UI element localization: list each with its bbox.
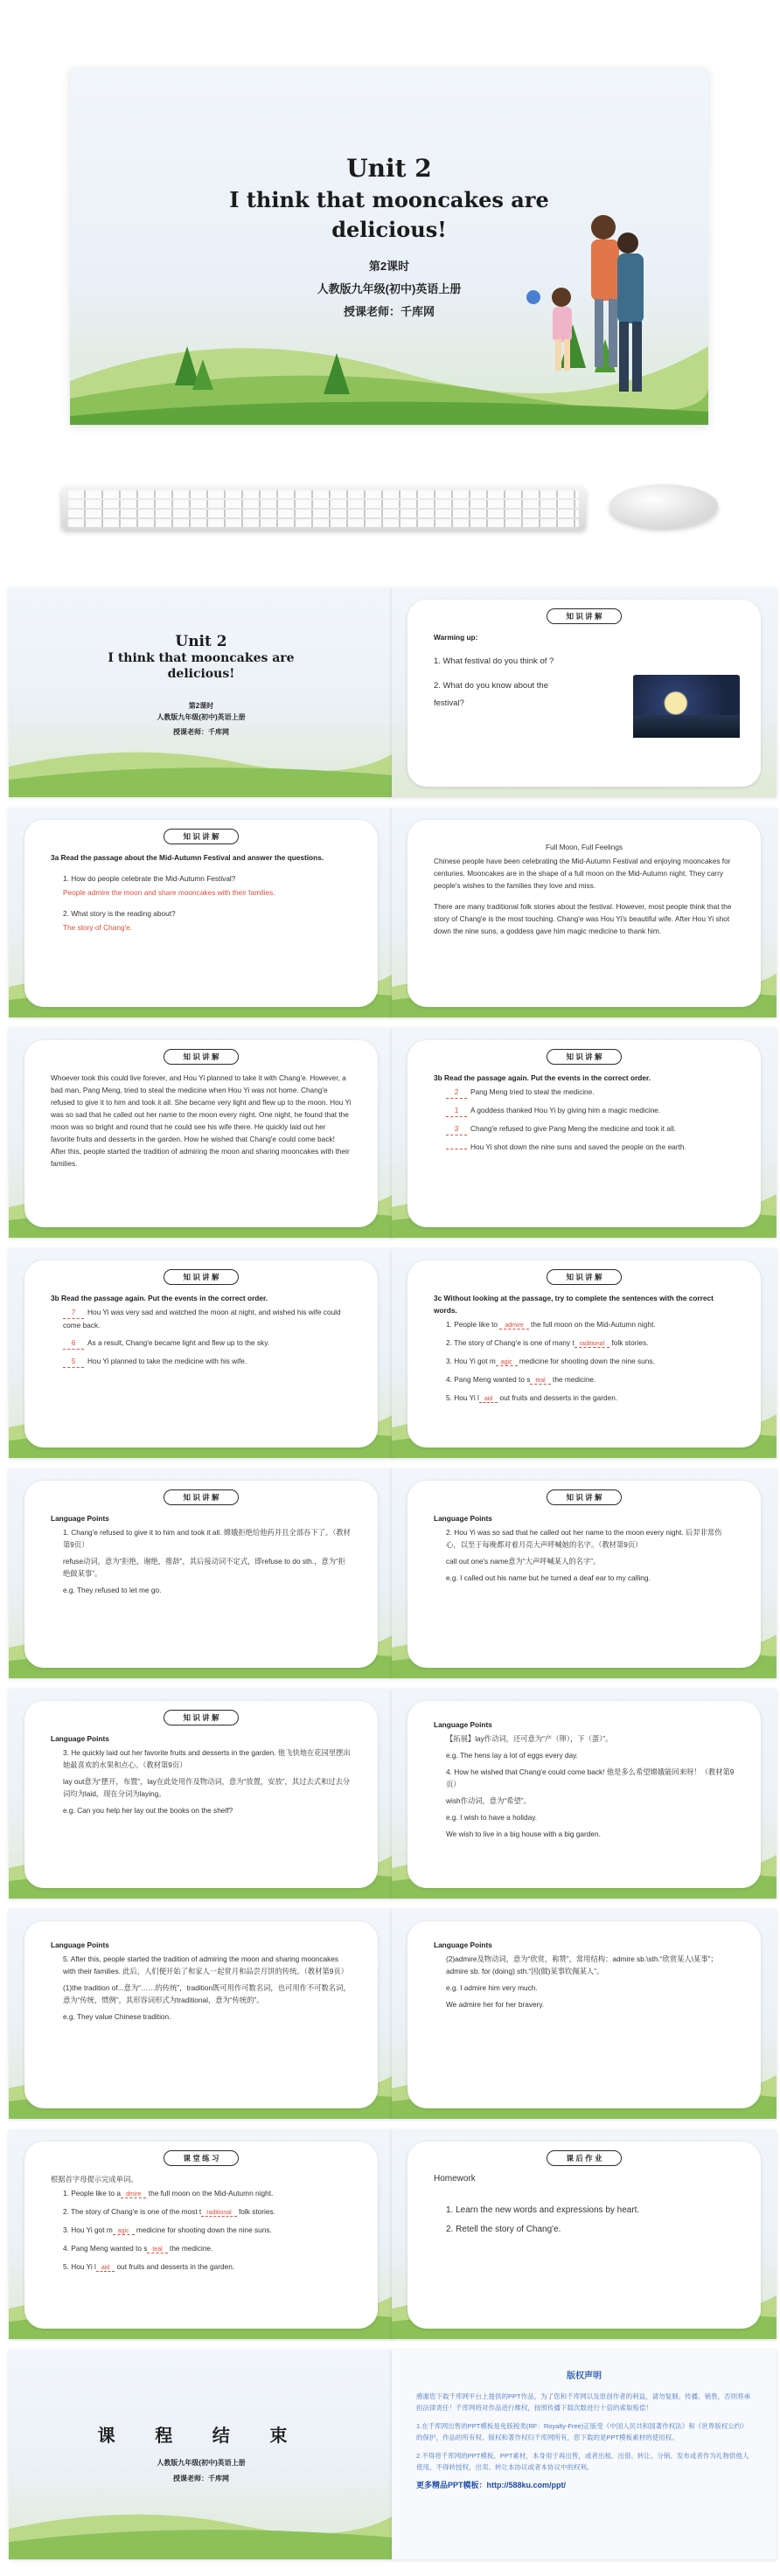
cover-title-line1: I think that mooncakes are (108, 651, 295, 665)
slide-card (24, 1921, 378, 2108)
end-book: 人教版九年级(初中)英语上册 (157, 2459, 246, 2467)
cover-unit: Unit 2 (175, 633, 227, 650)
mouse-illustration (609, 484, 718, 528)
language-line: e.g. I wish to have a holiday. (446, 1813, 538, 1822)
question-1: 1. How do people celebrate the Mid-Autumn Festival? (63, 874, 236, 883)
copyright-p2: 1.在千库网出售的PPT模板是免版税类(RF：Royalty-Free)正版受《中国人民共和国著作权法》和《世界版权公约》的保护，作品的所有权、版权和著作权归千库网所有，您下载的是PPT模板素材的使用权。 (416, 2422, 748, 2441)
event-order-number: 7 (63, 1306, 84, 1319)
slide-card (24, 1481, 378, 1668)
event-text: Hou Yi planned to take the medicine with his wife. (87, 1357, 247, 1365)
slide-card (24, 1260, 378, 1448)
sentence-text: folk stories. (609, 1338, 649, 1347)
slide-thumb-12[interactable] (392, 1689, 777, 1899)
fill-sentence (51, 2224, 352, 2238)
fill-answer: raditional (201, 2210, 236, 2217)
section-tag: 知 识 讲 解 (547, 1489, 622, 1505)
event-order-number: 1 (446, 1104, 467, 1117)
sentence-text: 2. The story of Chang'e is one of many t (446, 1338, 575, 1347)
slide-card (24, 1040, 378, 1227)
slide-thumb-8[interactable] (392, 1248, 777, 1458)
slide-card (407, 600, 761, 787)
language-line: We wish to live in a big house with a big garden. (446, 1830, 601, 1838)
end-title: 课 程 结 束 (97, 2427, 305, 2446)
passage-heading: Full Moon, Full Feelings (545, 843, 623, 851)
fill-answer: aid (96, 2265, 115, 2272)
slide-card (407, 1921, 761, 2108)
instruction: 3b Read the passage again. Put the events in the correct order. (51, 1294, 268, 1302)
section-tag: 知 识 讲 解 (547, 1049, 622, 1065)
warming-label: Warming up: (434, 633, 478, 642)
cover-lesson: 第2课时 (368, 260, 410, 273)
event-item (434, 1086, 735, 1099)
cover-book: 人教版九年级(初中)英语上册 (317, 282, 462, 295)
sentence-text: 5. Hou Yi l (63, 2262, 96, 2271)
slide-thumb-13[interactable] (9, 1909, 393, 2119)
language-line: 【拓展】lay作动词，还可意为“产（卵），下（蛋）”。 (446, 1734, 613, 1743)
event-order-number: 3 (446, 1122, 467, 1135)
sentence-text: folk stories. (236, 2207, 275, 2216)
fill-answer: aid (479, 1396, 498, 1403)
slide-thumb-6[interactable] (392, 1028, 777, 1238)
language-line: 2. Hou Yi was so sad that he called out her name to the moon every night. 后羿非常伤心，以至于每晚都对着月亮大声呼喊她的名字。（教材第9页） (446, 1528, 722, 1549)
sentence-text: the medicine. (550, 1375, 596, 1384)
slide-card (407, 1260, 761, 1448)
sentence-text: the full moon on the Mid-Autumn night. (528, 1320, 656, 1329)
slide-thumb-2[interactable] (392, 587, 777, 797)
question-2a: 2. What do you know about the (434, 681, 548, 691)
passage-text: Whoever took this could live forever, and Hou Yi planned to take it with Chang'e. However, a bad man, Pang Meng, tried to steal the medicine when Hou Yi was not home. Chang'e refused to give it to him and took it all. She became very light and flew up to the moon. Hou Yi was so sad that he called out her name to the moon every night. One night, he found that the moon was so bright and round that he could see his wife there. He quickly laid out her favorite fruits and desserts in the garden. How he wished that Chang'e could come back! After this, people started the tradition of admiring the moon and sharing mooncakes with their families. (51, 1073, 352, 1168)
language-points-label: Language Points (51, 1941, 109, 1949)
language-lines (51, 1746, 352, 1816)
sentence-text: 1. People like to a (63, 2189, 121, 2198)
cover-title-line1: I think that mooncakes are (229, 187, 549, 212)
slide-thumb-11[interactable] (9, 1689, 393, 1899)
language-lines (434, 1732, 735, 1840)
sentence-text: 4. Pang Meng wanted to s (446, 1375, 531, 1384)
language-line: refuse动词，意为“拒绝，谢绝，推辞”，其后接动词不定式，即refuse to do sth.，意为“拒绝做某事”。 (63, 1557, 346, 1578)
homework-item-1: 1. Learn the new words and expressions by heart. (446, 2205, 640, 2215)
event-text: A goddess thanked Hou Yi by giving him a magic medicine. (470, 1106, 661, 1114)
sentence-text: the medicine. (167, 2244, 213, 2253)
instruction: 3c Without looking at the passage, try to complete the sentences with the correct words. (434, 1294, 714, 1315)
event-item (434, 1122, 735, 1135)
fill-sentence (434, 1355, 735, 1369)
event-order-number: 2 (446, 1086, 467, 1099)
fill-answer: agic (113, 2228, 135, 2235)
slide-card (407, 2142, 761, 2329)
question-2b: festival? (434, 698, 464, 708)
language-line: e.g. The hens lay a lot of eggs every day. (446, 1751, 578, 1760)
language-lines (434, 1526, 735, 1584)
section-tag: 知 识 讲 解 (164, 829, 239, 844)
cover-unit: Unit 2 (346, 154, 432, 183)
event-order-number: 6 (63, 1337, 84, 1350)
language-points-label: Language Points (51, 1514, 109, 1523)
language-line: (1)the tradition of...意为“……的传统”，tradition既可用作可数名词，也可用作不可数名词，意为“传统，惯例”，其形容词形式为traditional，意为“传统的”。 (63, 1983, 351, 2004)
fill-answer: agic (496, 1359, 518, 1366)
slide-card (407, 1701, 761, 1888)
question-2: 2. What story is the reading about? (63, 909, 176, 918)
language-line: e.g. They refused to let me go. (63, 1586, 162, 1594)
sentence-text: 2. The story of Chang'e is one of the most t (63, 2207, 202, 2216)
copyright-notice (416, 2371, 752, 2498)
fill-sentence (51, 2242, 352, 2256)
language-line: 3. He quickly laid out her favorite fruits and desserts in the garden. 他飞快地在花园里摆出她最喜欢的水果和点心。（教材第9页） (63, 1748, 351, 1769)
more-templates-link[interactable]: 更多精品PPT模板：http://588ku.com/ppt/ (416, 2481, 567, 2489)
event-item (434, 1104, 735, 1117)
fill-answer: teal (147, 2246, 167, 2253)
fill-answer: admire (499, 1323, 528, 1330)
sentence-text: medicine for shooting down the nine suns. (517, 1357, 655, 1365)
sentence-text: 1. People like to (446, 1320, 500, 1329)
instruction: 根据首字母提示完成单词。 (51, 2175, 138, 2184)
moon-photo (633, 675, 740, 738)
answer-1: People admire the moon and share mooncakes with their families. (63, 888, 275, 897)
event-text: As a result, Chang'e became light and flew up to the sky. (87, 1338, 270, 1347)
slide-card (24, 2142, 378, 2329)
language-line: (2)admire及物动词，意为“欣赏，称赞”，常用结构：admire sb.\sth.“欣赏某人\某事”；admire sb. for (doing) sth.“因(做)某事钦佩某人”。 (446, 1955, 718, 1975)
sentence-text: the full moon on the Mid-Autumn night. (146, 2189, 274, 2198)
language-points-label: Language Points (434, 1514, 492, 1523)
section-tag: 知 识 讲 解 (547, 1269, 622, 1285)
section-tag: 课 堂 练 习 (164, 2150, 239, 2166)
slide-thumb-4[interactable] (392, 808, 777, 1017)
event-list (51, 1306, 352, 1368)
cover-teacher: 授课老师：千库网 (343, 305, 435, 318)
passage-paragraph-1: Chinese people have been celebrating the Mid-Autumn Festival and enjoying mooncakes for centuries. Mooncakes are in the shape of a full moon on the Mid-Autumn night. They carry people's wishes to the families they love and miss. (434, 857, 731, 890)
slide-thumb-10[interactable] (392, 1469, 777, 1678)
language-line: e.g. They value Chinese tradition. (63, 2012, 171, 2021)
sentence-text: out fruits and desserts in the garden. (498, 1393, 618, 1402)
cover-teacher: 授课老师：千库网 (173, 728, 229, 736)
sentence-text: 5. Hou Yi l (446, 1393, 479, 1402)
fill-sentence (434, 1373, 735, 1387)
language-line: wish作动词，意为“希望”。 (446, 1796, 531, 1805)
language-line: We admire her for her bravery. (446, 2000, 545, 2009)
passage-paragraph-2: There are many traditional folk stories about the festival. However, most people think that the story of Chang'e is the most touching. Chang'e was Hou Yi's beautiful wife. After Hou Yi shot down the nine suns, a goddess gave him magic medicine to thank him. (434, 902, 732, 935)
slide-thumb-3[interactable] (9, 808, 393, 1017)
fill-list (51, 2187, 352, 2274)
language-points-label: Language Points (434, 1941, 492, 1949)
section-tag: 知 识 讲 解 (164, 1269, 239, 1285)
event-item (434, 1141, 735, 1153)
slide-card (407, 820, 761, 1007)
event-text: Hou Yi shot down the nine suns and saved the people on the earth. (470, 1142, 686, 1151)
fill-sentence (434, 1392, 735, 1406)
language-points-label: Language Points (51, 1734, 109, 1743)
copyright-title: 版权声明 (567, 2371, 602, 2381)
event-text: Pang Meng tried to steal the medicine. (470, 1087, 595, 1096)
slide-card (24, 1701, 378, 1888)
language-line: e.g. I called out his name but he turned a deaf ear to my calling. (446, 1573, 651, 1582)
fill-answer: teal (530, 1378, 550, 1385)
slide-card (24, 820, 378, 1007)
slide-thumb-15[interactable] (9, 2129, 393, 2339)
fill-sentence (51, 2260, 352, 2274)
fill-answer: raditional (575, 1341, 609, 1348)
cover-book: 人教版九年级(初中)英语上册 (157, 713, 246, 721)
cover-title (9, 650, 393, 682)
hills-illustration (9, 727, 393, 797)
slide-thumb-14[interactable] (392, 1909, 777, 2119)
copyright-p1: 感谢您下载千库网平台上提供的PPT作品，为了您和千库网以及原创作者的利益，请勿复制、传播、销售，否则将承担法律责任！千库网将对作品进行维权，按照传播下载次数进行十倍的索取赔偿！ (416, 2392, 751, 2412)
section-tag: 课 后 作 业 (547, 2150, 622, 2166)
slide-thumb-16[interactable] (392, 2129, 777, 2339)
fill-sentence (434, 1318, 735, 1332)
hero-slide (70, 68, 708, 425)
instruction: 3b Read the passage again. Put the events in the correct order. (434, 1073, 651, 1082)
language-line: 5. After this, people started the tradition of admiring the moon and sharing mooncakes with their families. 此后，人们便开始了和家人一起赏月和品尝月饼的传统。（教材第9页） (63, 1955, 348, 1975)
end-teacher: 授课老师：千库网 (173, 2475, 229, 2482)
cover-title-line2: delicious! (331, 217, 447, 242)
event-item (51, 1306, 352, 1331)
fill-sentence (51, 2205, 352, 2219)
event-text: Chang'e refused to give Pang Meng the medicine and took it all. (470, 1124, 676, 1133)
slide-thumb-1[interactable] (9, 587, 393, 797)
fill-sentence (51, 2187, 352, 2201)
language-line: 1. Chang'e refused to give it to him and took it all. 嫦娥拒绝给他药并且全部吞下了。（教材第9页） (63, 1528, 351, 1549)
language-line: e.g. I admire him very much. (446, 1983, 538, 1992)
sentence-text: 3. Hou Yi got m (63, 2225, 113, 2234)
sentence-text: medicine for shooting down the nine suns. (134, 2225, 272, 2234)
family-illustration (507, 199, 656, 418)
language-points-label: Language Points (434, 1720, 492, 1729)
slide-card (407, 1481, 761, 1668)
event-text: Hou Yi was very sad and watched the moon at night, and wished his wife could come back. (63, 1308, 341, 1330)
language-lines (51, 1526, 352, 1596)
event-order-number: 5 (63, 1355, 84, 1368)
question-1: 1. What festival do you think of ? (434, 656, 554, 666)
section-tag: 知 识 讲 解 (164, 1710, 239, 1725)
language-line: call out one's name意为“大声呼喊某人的名字”。 (446, 1557, 601, 1566)
fill-list (434, 1318, 735, 1406)
homework-label: Homework (434, 2174, 476, 2184)
keyboard-illustration (61, 486, 586, 530)
sentence-text: 4. Pang Meng wanted to s (63, 2244, 148, 2253)
language-line: lay out意为“摆开，布置”，lay在此处用作及物动词，意为“放置，安放”，其过去式和过去分词均为laid，现在分词为laying。 (63, 1777, 351, 1798)
slide-thumb-17[interactable] (9, 2350, 393, 2559)
fill-answer: dmire (121, 2191, 147, 2198)
section-tag: 知 识 讲 解 (164, 1049, 239, 1065)
cover-title-line2: delicious! (167, 667, 235, 681)
language-lines (51, 1953, 352, 2023)
answer-2: The story of Chang'e. (63, 923, 133, 932)
language-lines (434, 1953, 735, 2010)
event-item (51, 1355, 352, 1368)
instruction: 3a Read the passage about the Mid-Autumn Festival and answer the questions. (51, 853, 324, 862)
slide-thumb-5[interactable] (9, 1028, 393, 1238)
section-tag: 知 识 讲 解 (164, 1489, 239, 1505)
cover-lesson: 第2课时 (188, 702, 214, 710)
slide-thumb-18[interactable] (392, 2350, 777, 2559)
slide-thumb-9[interactable] (9, 1469, 393, 1678)
fill-sentence (434, 1337, 735, 1350)
sentence-text: 3. Hou Yi got m (446, 1357, 496, 1365)
event-item (51, 1337, 352, 1350)
section-tag: 知 识 讲 解 (547, 608, 622, 624)
language-line: e.g. Can you help her lay out the books on the shelf? (63, 1806, 233, 1815)
slide-thumb-7[interactable] (9, 1248, 393, 1458)
sentence-text: out fruits and desserts in the garden. (115, 2262, 235, 2271)
event-list (434, 1086, 735, 1153)
hills-illustration (9, 2489, 393, 2559)
language-line: 4. How he wished that Chang'e could come back! 他是多么希望嫦娥能回来呀！（教材第9页） (446, 1767, 735, 1788)
copyright-p3: 2.不得将千库网的PPT模板、PPT素材，本身用于再出售，或者出租、出借、转让、分销、发布或者作为礼物供他人使用，不得转授权、出卖、转让本协议或者本协议中的权利。 (416, 2452, 749, 2471)
slide-card (407, 1040, 761, 1227)
homework-item-2: 2. Retell the story of Chang'e. (446, 2225, 561, 2234)
